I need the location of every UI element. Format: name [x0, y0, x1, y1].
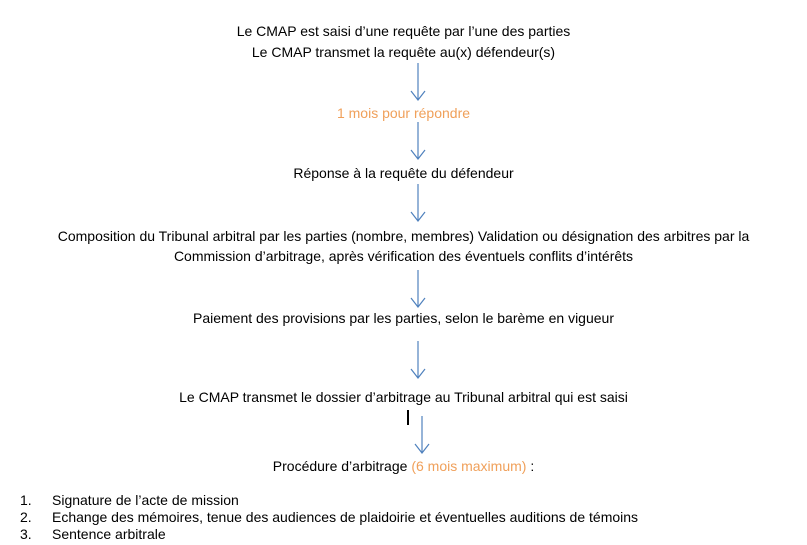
flow-arrow-5: [410, 341, 426, 379]
list-item-number: 3.: [20, 526, 32, 542]
step-3-line-2: Commission d’arbitrage, après vérification des éventuels conflits d’intérêts: [173, 248, 634, 264]
step-3-line-1: Composition du Tribunal arbitral par les parties (nombre, membres) Validation ou désignation des arbitres par la: [57, 228, 750, 244]
step-1-line-1: Le CMAP est saisi d’une requête par l’une des parties: [236, 23, 571, 39]
procedure-steps-list: [20, 492, 638, 543]
list-item-text: Sentence arbitrale: [52, 526, 166, 542]
step-5-transmission: Le CMAP transmet le dossier d’arbitrage au Tribunal arbitral qui est saisi: [179, 389, 628, 405]
step-1-line-2: Le CMAP transmet la requête au(x) défendeur(s): [251, 44, 556, 60]
procedure-duration: (6 mois maximum): [411, 458, 527, 474]
step-4-payment: Paiement des provisions par les parties, selon le barème en vigueur: [192, 310, 614, 326]
list-item-number: 2.: [20, 509, 32, 525]
procedure-label: Procédure d’arbitrage: [272, 458, 408, 474]
flow-arrow-3: [410, 184, 426, 222]
step-2-response: Réponse à la requête du défendeur: [293, 165, 514, 181]
flow-arrow-1: [410, 63, 426, 101]
response-delay-note: 1 mois pour répondre: [336, 105, 471, 121]
step-6-procedure: [0, 456, 807, 476]
procedure-suffix: :: [526, 458, 535, 474]
text-cursor: [407, 410, 409, 425]
list-item-text: Signature de l’acte de mission: [52, 492, 239, 508]
list-item-text: Echange des mémoires, tenue des audiences de plaidoirie et éventuelles auditions de témoins: [52, 509, 639, 525]
flow-arrow-2: [410, 122, 426, 160]
list-item: [20, 509, 638, 526]
flow-arrow-6: [414, 416, 430, 454]
list-item: [20, 492, 638, 509]
list-item: [20, 526, 638, 543]
list-item-number: 1.: [20, 492, 32, 508]
flow-arrow-4: [410, 270, 426, 308]
